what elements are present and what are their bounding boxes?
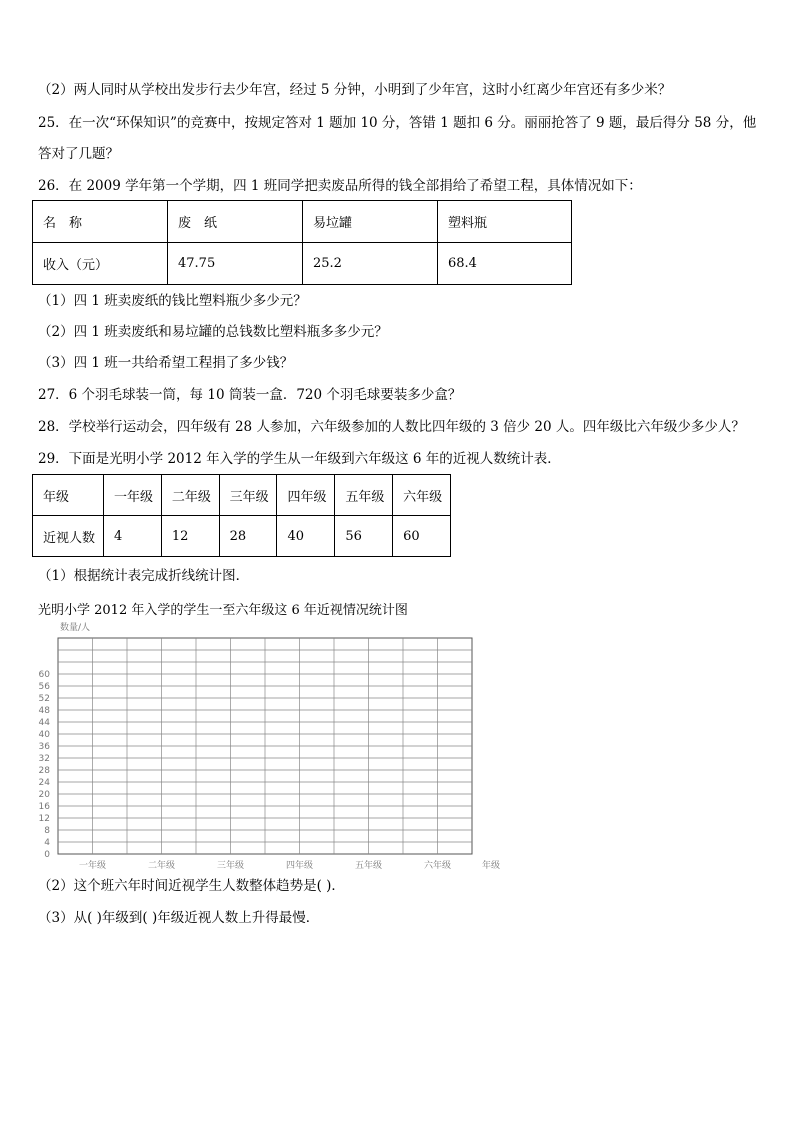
table-cell: 68.4 — [438, 243, 572, 285]
x-tick-label: 一年级 — [78, 861, 107, 871]
table-row — [33, 243, 572, 285]
table-cell: 28 — [219, 516, 277, 557]
y-tick-label: 44 — [38, 718, 50, 728]
question-29-part-3: （3）从( )年级到( )年级近视人数上升得最慢． — [38, 910, 320, 926]
table-cell: 五年级 — [335, 475, 393, 516]
x-axis-ticks — [79, 859, 451, 871]
table-cell: 塑料瓶 — [438, 201, 572, 243]
y-tick-label: 32 — [38, 754, 50, 764]
line-chart-grid — [30, 614, 510, 874]
question-26-part-3: （3）四 1 班一共给希望工程捐了多少钱？ — [38, 355, 294, 371]
table-cell: 废 纸 — [168, 201, 303, 243]
table-row — [33, 516, 451, 557]
x-tick-label: 五年级 — [354, 861, 383, 871]
y-tick-label: 4 — [44, 838, 50, 848]
question-29-part-2: （2）这个班六年时间近视学生人数整体趋势是( )． — [38, 878, 345, 894]
x-tick-label: 六年级 — [423, 861, 452, 871]
table-cell: 4 — [104, 516, 162, 557]
table-cell: 收入（元） — [33, 243, 168, 285]
y-tick-label: 28 — [38, 766, 50, 776]
table-cell: 60 — [393, 516, 451, 557]
y-tick-label: 0 — [44, 850, 50, 860]
question-24-part-2: （2）两人同时从学校出发步行去少年宫，经过 5 分钟，小明到了少年宫，这时小红离少年宫还有多少米？ — [38, 82, 672, 98]
y-tick-label: 20 — [38, 790, 50, 800]
table-cell: 三年级 — [219, 475, 277, 516]
question-26-part-2: （2）四 1 班卖废纸和易垃罐的总钱数比塑料瓶多多少元？ — [38, 324, 388, 340]
table-row — [33, 201, 572, 243]
table-cell: 47.75 — [168, 243, 303, 285]
donation-table — [32, 200, 572, 285]
myopia-table — [32, 474, 451, 557]
question-29-intro: 29．下面是光明小学 2012 年入学的学生从一年级到六年级这 6 年的近视人数统计表． — [38, 451, 561, 467]
y-tick-label: 36 — [38, 742, 50, 752]
question-28: 28．学校举行运动会，四年级有 28 人参加，六年级参加的人数比四年级的 3 倍少 20 人。四年级比六年级少多少人？ — [38, 419, 745, 435]
chart-title: 光明小学 2012 年入学的学生一至六年级这 6 年近视情况统计图 — [38, 603, 408, 618]
question-26-part-1: （1）四 1 班卖废纸的钱比塑料瓶少多少元？ — [38, 293, 307, 309]
y-tick-label: 24 — [38, 778, 50, 788]
y-tick-label: 8 — [44, 826, 50, 836]
table-row — [33, 475, 451, 516]
question-25-line-1: 25．在一次“环保知识”的竞赛中，按规定答对 1 题加 10 分，答错 1 题扣 6 分。丽丽抢答了 9 题，最后得分 58 分，他 — [38, 115, 757, 131]
table-cell: 二年级 — [161, 475, 219, 516]
table-cell: 六年级 — [393, 475, 451, 516]
chart-gridlines — [58, 638, 472, 854]
table-cell: 12 — [161, 516, 219, 557]
question-26-intro: 26．在 2009 学年第一个学期，四 1 班同学把卖废品所得的钱全部捐给了希望工程，具体情况如下： — [38, 178, 642, 194]
question-29-part-1: （1）根据统计表完成折线统计图． — [38, 568, 250, 584]
table-cell: 近视人数 — [33, 516, 104, 557]
y-axis-ticks — [39, 670, 51, 860]
table-cell: 四年级 — [277, 475, 335, 516]
table-cell: 40 — [277, 516, 335, 557]
y-tick-label: 60 — [38, 670, 50, 680]
question-25-line-2: 答对了几题？ — [38, 146, 119, 162]
table-cell: 年级 — [33, 475, 104, 516]
question-27: 27．6 个羽毛球装一筒，每 10 筒装一盒．720 个羽毛球要装多少盒？ — [38, 387, 462, 403]
y-tick-label: 52 — [38, 694, 50, 704]
table-cell: 25.2 — [303, 243, 438, 285]
y-tick-label: 48 — [38, 706, 50, 716]
y-tick-label: 56 — [38, 682, 50, 692]
x-tick-label: 三年级 — [216, 861, 245, 871]
y-tick-label: 16 — [38, 802, 50, 812]
x-axis-label: 年级 — [482, 861, 501, 871]
table-cell: 56 — [335, 516, 393, 557]
table-cell: 名 称 — [33, 201, 168, 243]
y-axis-label: 数量/人 — [60, 623, 91, 633]
y-tick-label: 12 — [38, 814, 50, 824]
y-tick-label: 40 — [38, 730, 50, 740]
x-tick-label: 二年级 — [147, 861, 176, 871]
x-tick-label: 四年级 — [285, 861, 314, 871]
table-cell: 一年级 — [104, 475, 162, 516]
table-cell: 易垃罐 — [303, 201, 438, 243]
